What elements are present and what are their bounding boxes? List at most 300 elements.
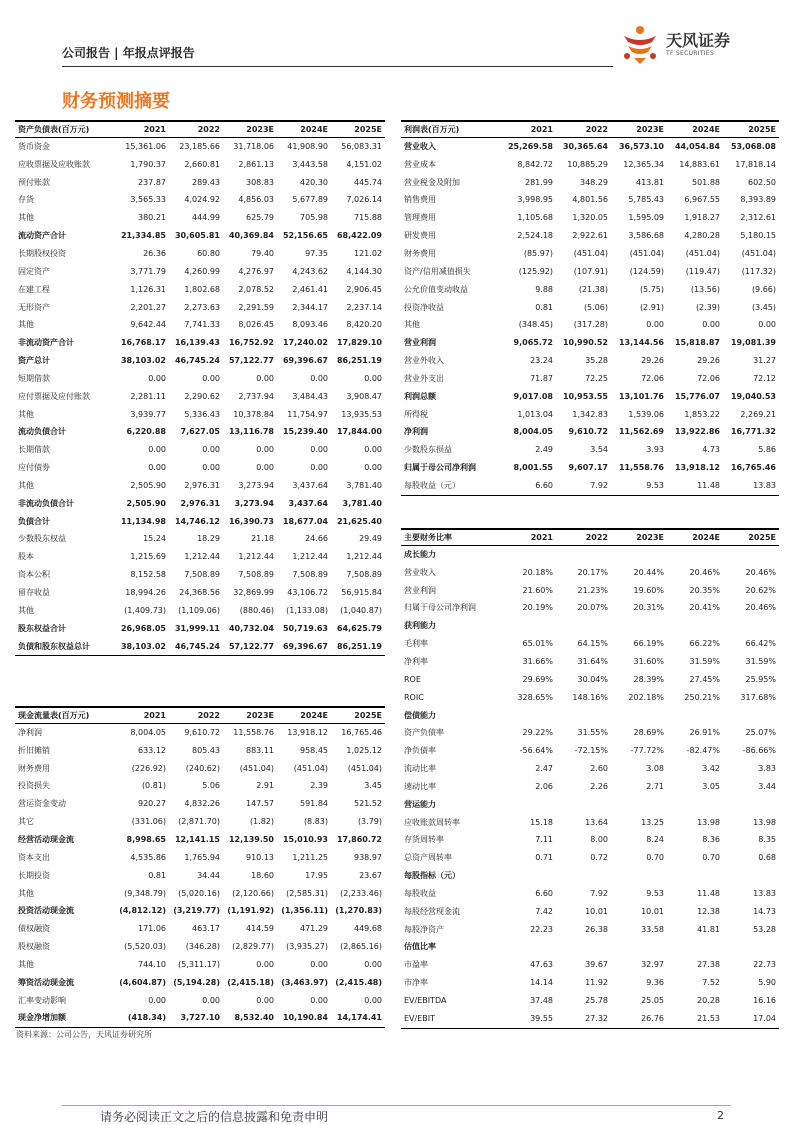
- value-cell: (1,109.06): [178, 605, 220, 615]
- value-cell: [723, 617, 779, 635]
- value-cell: 18,677.04: [282, 516, 328, 526]
- value-cell: 27.38: [697, 960, 720, 970]
- table-row: [401, 724, 779, 742]
- value-cell: (1,133.08): [286, 605, 328, 615]
- value-cell: [667, 796, 723, 814]
- value-cell: 26.36: [143, 248, 166, 258]
- value-cell: 938.97: [354, 852, 382, 862]
- value-cell: 38,103.02: [115, 638, 169, 656]
- value-cell: 5,336.43: [184, 409, 220, 419]
- table-row: [15, 778, 385, 796]
- value-cell: 10,885.29: [567, 159, 608, 169]
- value-cell: 6,967.55: [684, 195, 720, 205]
- table-row: [401, 671, 779, 689]
- value-cell: 171.06: [138, 924, 166, 934]
- table-row: [401, 299, 779, 317]
- row-label: 股权融资: [18, 942, 50, 952]
- table-row: [401, 832, 779, 850]
- table-row: [401, 921, 779, 939]
- value-cell: 15,776.07: [674, 391, 720, 401]
- row-label: 净负债率: [404, 746, 436, 756]
- value-cell: [667, 707, 723, 725]
- row-label: 短期借款: [18, 373, 50, 383]
- value-cell: 17,818.14: [735, 159, 776, 169]
- year-header-cell: 2022: [556, 121, 611, 138]
- value-cell: 29.69%: [522, 674, 553, 684]
- value-cell: 715.88: [354, 213, 382, 223]
- row-label: ROIC: [404, 692, 424, 702]
- logo-subtitle: TF SECURITIES: [666, 50, 715, 57]
- value-cell: [556, 617, 611, 635]
- table-row: [15, 956, 385, 974]
- table-row: [401, 778, 779, 796]
- value-cell: 20.46%: [745, 603, 776, 613]
- value-cell: 68,422.09: [336, 231, 382, 241]
- value-cell: 1,212.44: [292, 552, 328, 562]
- value-cell: (4,604.87): [119, 977, 166, 987]
- row-label: 营业收入: [404, 567, 436, 577]
- value-cell: 40,369.84: [228, 231, 274, 241]
- income-statement-table: [401, 120, 779, 496]
- value-cell: 3,273.94: [238, 480, 274, 490]
- row-label: 股东权益合计: [18, 623, 66, 633]
- row-label: 股本: [18, 552, 34, 562]
- value-cell: (2,415.48): [335, 977, 382, 987]
- value-cell: 26,968.05: [120, 623, 166, 633]
- value-cell: 12,139.50: [228, 834, 274, 844]
- section-title: 财务预测摘要: [62, 91, 170, 112]
- row-label: 留存收益: [18, 588, 50, 598]
- value-cell: [611, 939, 667, 957]
- value-cell: 0.00: [202, 463, 220, 473]
- value-cell: 46,745.24: [174, 356, 220, 366]
- value-cell: 29.26: [697, 356, 720, 366]
- value-cell: 13,116.78: [228, 427, 274, 437]
- value-cell: (451.04): [347, 763, 382, 773]
- value-cell: 0.00: [702, 320, 720, 330]
- value-cell: (2,233.46): [340, 888, 382, 898]
- value-cell: 602.50: [748, 177, 776, 187]
- value-cell: 2,290.62: [184, 391, 220, 401]
- value-cell: [723, 546, 779, 564]
- value-cell: 13.98: [753, 817, 776, 827]
- value-cell: (2,871.70): [178, 817, 220, 827]
- value-cell: 2,201.27: [130, 302, 166, 312]
- value-cell: 65.01%: [522, 639, 553, 649]
- row-label: 预付账款: [18, 177, 50, 187]
- value-cell: 2,505.90: [126, 498, 166, 508]
- row-label: 其他: [18, 480, 34, 490]
- value-cell: (331.06): [131, 817, 166, 827]
- value-cell: 18,994.26: [125, 588, 166, 598]
- value-cell: 2.60: [590, 764, 608, 774]
- value-cell: 35.28: [585, 356, 608, 366]
- value-cell: 1,320.05: [572, 213, 608, 223]
- value-cell: 36,573.10: [618, 141, 664, 151]
- value-cell: 25.05: [641, 996, 664, 1006]
- value-cell: 2,524.18: [517, 231, 553, 241]
- value-cell: 71.87: [530, 373, 553, 383]
- value-cell: 1,918.27: [684, 213, 720, 223]
- row-label: 其他: [18, 888, 34, 898]
- value-cell: 15,361.06: [125, 141, 166, 151]
- year-header-cell: 2021: [115, 707, 169, 724]
- value-cell: 13.83: [753, 888, 776, 898]
- value-cell: (1,040.87): [340, 605, 382, 615]
- value-cell: -77.72%: [630, 746, 664, 756]
- value-cell: 445.74: [354, 177, 382, 187]
- value-cell: 29.49: [359, 534, 382, 544]
- row-label: 其他: [18, 409, 34, 419]
- value-cell: 16,752.92: [228, 338, 274, 348]
- value-cell: 0.71: [535, 853, 553, 863]
- value-cell: 910.13: [246, 852, 274, 862]
- value-cell: (2,120.66): [232, 888, 274, 898]
- value-cell: 17.95: [305, 870, 328, 880]
- value-cell: 10,953.55: [562, 391, 608, 401]
- value-cell: [723, 707, 779, 725]
- value-cell: 4,832.26: [184, 799, 220, 809]
- value-cell: 0.00: [202, 445, 220, 455]
- value-cell: 4,280.28: [684, 231, 720, 241]
- table-row: [15, 424, 385, 442]
- value-cell: (1,356.11): [281, 906, 328, 916]
- value-cell: 958.45: [300, 745, 328, 755]
- value-cell: (3,219.77): [173, 906, 220, 916]
- value-cell: 20.18%: [522, 567, 553, 577]
- row-label: 其他: [18, 605, 34, 615]
- value-cell: 3.83: [758, 764, 776, 774]
- value-cell: 0.81: [535, 302, 553, 312]
- row-label: 应付债券: [18, 463, 50, 473]
- row-label: 流动负债合计: [18, 427, 66, 437]
- value-cell: 8,152.58: [130, 570, 166, 580]
- value-cell: 5,677.89: [292, 195, 328, 205]
- value-cell: (317.28): [573, 320, 608, 330]
- table-row: [401, 939, 779, 957]
- table-row: [401, 796, 779, 814]
- table-row: [15, 584, 385, 602]
- table-row: [401, 138, 779, 156]
- table-row: [15, 477, 385, 495]
- value-cell: (85.97): [523, 248, 553, 258]
- value-cell: 14,746.12: [174, 516, 220, 526]
- value-cell: (1,191.92): [227, 906, 274, 916]
- table-row: [15, 531, 385, 549]
- value-cell: [501, 939, 556, 957]
- value-cell: -86.66%: [742, 746, 776, 756]
- value-cell: 148.16%: [572, 692, 608, 702]
- value-cell: 25.78: [585, 996, 608, 1006]
- value-cell: 250.21%: [684, 692, 720, 702]
- row-label: 投资损失: [18, 781, 50, 791]
- year-header-cell: 2025E: [331, 707, 385, 724]
- table-row: [401, 441, 779, 459]
- value-cell: (2,865.16): [340, 942, 382, 952]
- value-cell: 0.00: [364, 445, 382, 455]
- table-row: [15, 867, 385, 885]
- value-cell: 413.81: [636, 177, 664, 187]
- value-cell: [556, 939, 611, 957]
- row-label: 利润总额: [404, 391, 436, 401]
- row-label: 营业成本: [404, 159, 436, 169]
- value-cell: 2,660.81: [184, 159, 220, 169]
- value-cell: 18.29: [197, 534, 220, 544]
- row-label: 投资净收益: [404, 302, 444, 312]
- row-label: 营业利润: [404, 338, 436, 348]
- value-cell: 7,627.05: [180, 427, 220, 437]
- value-cell: 22.73: [753, 960, 776, 970]
- value-cell: 57,122.77: [228, 356, 274, 366]
- value-cell: 2.49: [535, 445, 553, 455]
- value-cell: 2,737.94: [238, 391, 274, 401]
- value-cell: 31.60%: [633, 656, 664, 666]
- value-cell: (418.34): [115, 1010, 169, 1028]
- value-cell: 46,745.24: [169, 638, 223, 656]
- table-row: [15, 245, 385, 263]
- value-cell: 10,378.84: [233, 409, 274, 419]
- value-cell: 3,781.40: [342, 498, 382, 508]
- value-cell: 0.00: [148, 373, 166, 383]
- table-row: [401, 760, 779, 778]
- row-label: 毛利率: [404, 639, 428, 649]
- value-cell: 9.53: [611, 477, 667, 495]
- value-cell: 14,174.41: [331, 1010, 385, 1028]
- row-label: 在建工程: [18, 284, 50, 294]
- value-cell: 1,212.44: [238, 552, 274, 562]
- year-header-cell: 2025E: [723, 121, 779, 138]
- table-row: [401, 653, 779, 671]
- row-label: 管理费用: [404, 213, 436, 223]
- value-cell: 20.41%: [689, 603, 720, 613]
- value-cell: 0.00: [256, 445, 274, 455]
- value-cell: 2,861.13: [238, 159, 274, 169]
- value-cell: 11,134.98: [120, 516, 166, 526]
- value-cell: 805.43: [192, 745, 220, 755]
- value-cell: 8,393.89: [740, 195, 776, 205]
- row-label: 其他: [18, 320, 34, 330]
- row-label: 营业外支出: [404, 373, 444, 383]
- year-header-cell: 2024E: [667, 121, 723, 138]
- value-cell: (348.45): [518, 320, 553, 330]
- value-cell: 3,586.68: [628, 231, 664, 241]
- table-row: [15, 885, 385, 903]
- row-label: 应收账款周转率: [404, 817, 460, 827]
- value-cell: 4,024.92: [184, 195, 220, 205]
- table-row: [401, 263, 779, 281]
- value-cell: 202.18%: [628, 692, 664, 702]
- value-cell: 3,727.10: [169, 1010, 223, 1028]
- row-label: 获利能力: [404, 621, 436, 631]
- value-cell: 7.92: [556, 477, 611, 495]
- value-cell: 44,054.84: [674, 141, 720, 151]
- value-cell: 66.19%: [633, 639, 664, 649]
- value-cell: 3,437.64: [292, 480, 328, 490]
- value-cell: 705.98: [300, 213, 328, 223]
- value-cell: 16.16: [753, 996, 776, 1006]
- row-label: 非流动资产合计: [18, 338, 74, 348]
- value-cell: 20.35%: [689, 585, 720, 595]
- value-cell: 3,443.58: [292, 159, 328, 169]
- value-cell: 8,842.72: [517, 159, 553, 169]
- value-cell: (5.75): [639, 284, 664, 294]
- value-cell: 8,001.55: [513, 463, 553, 473]
- row-label: 公允价值变动收益: [404, 284, 468, 294]
- value-cell: 28.39%: [633, 674, 664, 684]
- value-cell: 37.48: [530, 996, 553, 1006]
- value-cell: (880.46): [239, 605, 274, 615]
- value-cell: 79.40: [251, 248, 274, 258]
- year-header-cell: 2022: [556, 529, 611, 546]
- value-cell: 9,642.44: [130, 320, 166, 330]
- table-row: [15, 209, 385, 227]
- table-row: [15, 334, 385, 352]
- value-cell: 2.26: [590, 781, 608, 791]
- value-cell: (1.82): [249, 817, 274, 827]
- value-cell: 41,908.90: [287, 141, 328, 151]
- value-cell: 41.81: [697, 924, 720, 934]
- value-cell: 56,915.84: [341, 588, 382, 598]
- value-cell: 2,291.59: [238, 302, 274, 312]
- value-cell: [723, 796, 779, 814]
- year-header-cell: 2024E: [277, 707, 331, 724]
- value-cell: (9.66): [751, 284, 776, 294]
- table-header-row: [15, 707, 385, 724]
- value-cell: 13.64: [585, 817, 608, 827]
- value-cell: 7,508.89: [238, 570, 274, 580]
- value-cell: 11.92: [585, 978, 608, 988]
- value-cell: 0.70: [646, 853, 664, 863]
- table-row: [15, 495, 385, 513]
- table-row: [401, 209, 779, 227]
- value-cell: 11,558.76: [233, 727, 274, 737]
- value-cell: 147.57: [246, 799, 274, 809]
- value-cell: (2,829.77): [232, 942, 274, 952]
- value-cell: 633.12: [138, 745, 166, 755]
- value-cell: 3.44: [758, 781, 776, 791]
- value-cell: 31.64%: [577, 656, 608, 666]
- table-row: [401, 352, 779, 370]
- value-cell: [667, 867, 723, 885]
- value-cell: 6,220.88: [126, 427, 166, 437]
- row-label: 筹资活动现金流: [18, 977, 74, 987]
- value-cell: [667, 939, 723, 957]
- value-cell: (119.47): [685, 266, 720, 276]
- row-label: 流动比率: [404, 764, 436, 774]
- value-cell: (240.62): [185, 763, 220, 773]
- table-row: [401, 956, 779, 974]
- disclaimer-text: 请务必阅读正文之后的信息披露和免责申明: [100, 1110, 329, 1124]
- table-row: [401, 867, 779, 885]
- value-cell: 591.84: [300, 799, 328, 809]
- value-cell: 12,365.34: [623, 159, 664, 169]
- value-cell: 21.18: [251, 534, 274, 544]
- value-cell: 0.00: [148, 445, 166, 455]
- value-cell: (1,409.73): [124, 605, 166, 615]
- value-cell: 30,605.81: [174, 231, 220, 241]
- table-row: [401, 174, 779, 192]
- row-label: 偿债能力: [404, 710, 436, 720]
- row-label: 流动资产合计: [18, 231, 66, 241]
- table-row: [15, 638, 385, 656]
- value-cell: 317.68%: [740, 692, 776, 702]
- value-cell: 20.46%: [689, 567, 720, 577]
- value-cell: 0.00: [256, 959, 274, 969]
- value-cell: 10.01: [641, 906, 664, 916]
- value-cell: 20.07%: [577, 603, 608, 613]
- table-row: [15, 974, 385, 992]
- row-label: 每股经营现金流: [404, 906, 460, 916]
- value-cell: 444.99: [192, 213, 220, 223]
- value-cell: 31,718.06: [233, 141, 274, 151]
- value-cell: 8,026.45: [238, 320, 274, 330]
- table-row: [15, 760, 385, 778]
- value-cell: 72.06: [697, 373, 720, 383]
- value-cell: 4,535.86: [130, 852, 166, 862]
- table-row: [15, 281, 385, 299]
- value-cell: 9.88: [535, 284, 553, 294]
- value-cell: 14,883.61: [679, 159, 720, 169]
- value-cell: (451.04): [239, 763, 274, 773]
- value-cell: 0.00: [758, 320, 776, 330]
- row-label: 负债和股东权益总计: [15, 638, 115, 656]
- value-cell: [723, 939, 779, 957]
- value-cell: 27.45%: [689, 674, 720, 684]
- company-logo: [618, 22, 738, 68]
- row-label: 营业收入: [404, 141, 436, 151]
- table-row: [15, 620, 385, 638]
- value-cell: 4,801.56: [572, 195, 608, 205]
- value-cell: 25.95%: [745, 674, 776, 684]
- value-cell: (2,585.31): [286, 888, 328, 898]
- table-title-cell: 主要财务比率: [401, 529, 501, 546]
- table-row: [15, 938, 385, 956]
- table-row: [15, 602, 385, 620]
- value-cell: (1,270.83): [335, 906, 382, 916]
- value-cell: 12,141.15: [174, 834, 220, 844]
- value-cell: (125.92): [518, 266, 553, 276]
- value-cell: 2,269.21: [740, 409, 776, 419]
- value-cell: 53,068.08: [730, 141, 776, 151]
- value-cell: 9,065.72: [513, 338, 553, 348]
- value-cell: 3.05: [702, 781, 720, 791]
- value-cell: 8,532.40: [223, 1010, 277, 1028]
- value-cell: 16,139.43: [174, 338, 220, 348]
- year-header-cell: 2022: [169, 707, 223, 724]
- value-cell: 43,106.72: [287, 588, 328, 598]
- value-cell: 20.62%: [745, 585, 776, 595]
- value-cell: 0.00: [364, 995, 382, 1005]
- table-row: [15, 831, 385, 849]
- value-cell: 23.67: [359, 870, 382, 880]
- value-cell: 7,508.89: [292, 570, 328, 580]
- table-row: [15, 849, 385, 867]
- row-label: 资本支出: [18, 852, 50, 862]
- value-cell: 0.00: [148, 463, 166, 473]
- value-cell: 21,334.85: [120, 231, 166, 241]
- row-label: 营运能力: [404, 799, 436, 809]
- value-cell: 13.25: [641, 817, 664, 827]
- value-cell: (5,020.16): [178, 888, 220, 898]
- row-label: 投资活动现金流: [18, 906, 74, 916]
- value-cell: (226.92): [131, 763, 166, 773]
- value-cell: 7.42: [535, 906, 553, 916]
- value-cell: 30.04%: [577, 674, 608, 684]
- value-cell: 13,918.12: [674, 463, 720, 473]
- value-cell: 5.06: [202, 781, 220, 791]
- value-cell: 2,906.45: [346, 284, 382, 294]
- table-row: [15, 992, 385, 1010]
